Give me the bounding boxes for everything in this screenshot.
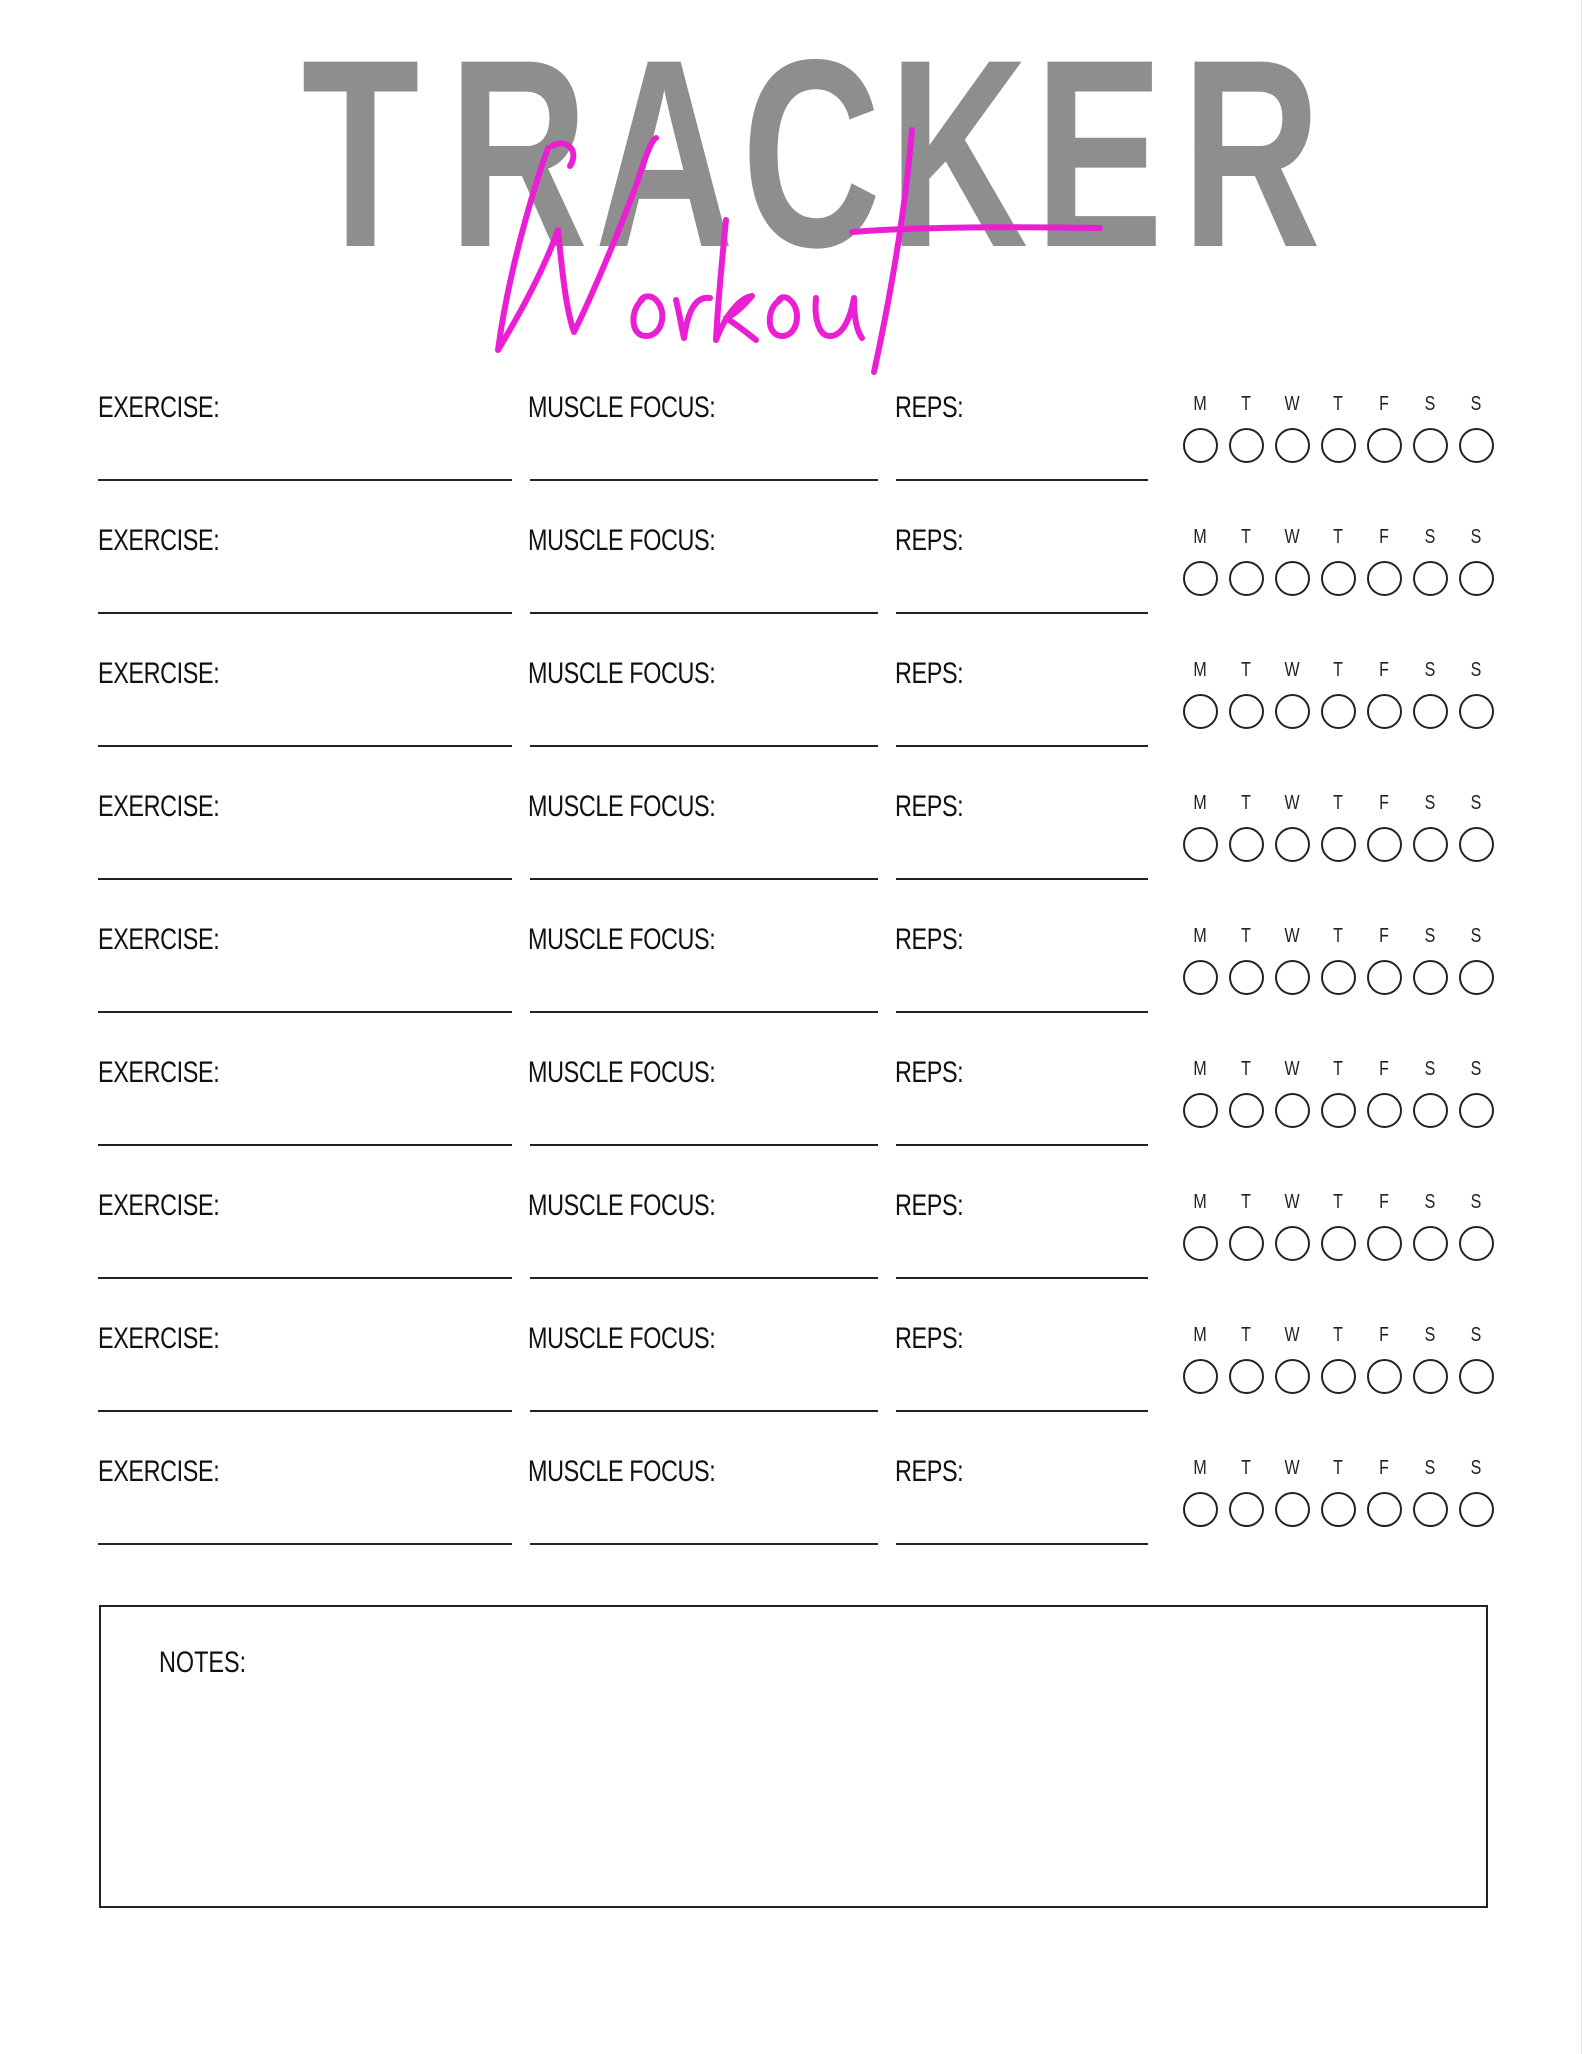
day-label-sunday: S (1470, 393, 1482, 415)
reps-field[interactable] (896, 878, 1148, 880)
day-label-tuesday: T (1241, 1191, 1251, 1213)
title-letter: K (888, 3, 1028, 303)
day-label-wednesday: W (1284, 393, 1300, 415)
day-checkbox-monday[interactable] (1183, 960, 1218, 995)
muscle-focus-field[interactable] (530, 1011, 878, 1013)
day-label-monday: M (1193, 393, 1207, 415)
reps-field[interactable] (896, 1410, 1148, 1412)
day-checkbox-monday[interactable] (1183, 428, 1218, 463)
day-label-tuesday: T (1241, 792, 1251, 814)
page-title (0, 0, 1588, 380)
day-checkbox-thursday[interactable] (1321, 1492, 1356, 1527)
exercise-row (98, 1454, 1498, 1586)
day-label-tuesday: T (1241, 925, 1251, 947)
reps-field[interactable] (896, 1543, 1148, 1545)
day-checkbox-saturday[interactable] (1413, 428, 1448, 463)
day-checklist (1183, 922, 1503, 1002)
day-label-thursday: T (1333, 925, 1343, 947)
day-checkbox-wednesday[interactable] (1275, 1359, 1310, 1394)
reps-field[interactable] (896, 1277, 1148, 1279)
day-label-saturday: S (1424, 792, 1436, 814)
day-checkbox-friday[interactable] (1367, 428, 1402, 463)
day-label-sunday: S (1470, 1324, 1482, 1346)
day-label-sunday: S (1470, 659, 1482, 681)
day-label-thursday: T (1333, 393, 1343, 415)
day-checkbox-monday[interactable] (1183, 827, 1218, 862)
day-checkbox-sunday[interactable] (1459, 960, 1494, 995)
day-checkbox-sunday[interactable] (1459, 561, 1494, 596)
day-label-monday: M (1193, 1191, 1207, 1213)
day-checklist (1183, 390, 1503, 470)
exercise-field[interactable] (98, 1011, 512, 1013)
reps-label: REPS: (895, 1322, 964, 1355)
exercise-row (98, 789, 1498, 921)
title-letter: C (741, 3, 881, 303)
muscle-focus-label: MUSCLE FOCUS: (528, 1056, 716, 1089)
exercise-label: EXERCISE: (98, 1455, 220, 1488)
exercise-field[interactable] (98, 612, 512, 614)
day-checkbox-thursday[interactable] (1321, 1359, 1356, 1394)
day-checkbox-saturday[interactable] (1413, 1093, 1448, 1128)
day-checkbox-saturday[interactable] (1413, 694, 1448, 729)
day-label-friday: F (1379, 1058, 1389, 1080)
day-checkbox-tuesday[interactable] (1229, 1093, 1264, 1128)
day-label-thursday: T (1333, 792, 1343, 814)
day-checkbox-sunday[interactable] (1459, 1359, 1494, 1394)
day-checkbox-tuesday[interactable] (1229, 1359, 1264, 1394)
day-label-wednesday: W (1284, 526, 1300, 548)
day-checklist (1183, 656, 1503, 736)
exercise-label: EXERCISE: (98, 790, 220, 823)
reps-field[interactable] (896, 745, 1148, 747)
exercise-label: EXERCISE: (98, 391, 220, 424)
day-label-friday: F (1379, 792, 1389, 814)
exercise-row (98, 656, 1498, 788)
reps-label: REPS: (895, 790, 964, 823)
exercise-field[interactable] (98, 1543, 512, 1545)
day-label-tuesday: T (1241, 393, 1251, 415)
reps-label: REPS: (895, 1455, 964, 1488)
day-label-thursday: T (1333, 659, 1343, 681)
day-checkbox-sunday[interactable] (1459, 1093, 1494, 1128)
day-label-monday: M (1193, 1058, 1207, 1080)
day-checkbox-friday[interactable] (1367, 1359, 1402, 1394)
day-label-tuesday: T (1241, 526, 1251, 548)
day-checkbox-wednesday[interactable] (1275, 561, 1310, 596)
exercise-label: EXERCISE: (98, 1056, 220, 1089)
muscle-focus-label: MUSCLE FOCUS: (528, 923, 716, 956)
reps-field[interactable] (896, 479, 1148, 481)
muscle-focus-label: MUSCLE FOCUS: (528, 524, 716, 557)
muscle-focus-label: MUSCLE FOCUS: (528, 1189, 716, 1222)
day-label-wednesday: W (1284, 659, 1300, 681)
muscle-focus-field[interactable] (530, 1277, 878, 1279)
title-letter: T (301, 3, 420, 303)
day-checkbox-thursday[interactable] (1321, 428, 1356, 463)
day-label-thursday: T (1333, 526, 1343, 548)
day-label-monday: M (1193, 792, 1207, 814)
day-checkbox-tuesday[interactable] (1229, 960, 1264, 995)
day-label-wednesday: W (1284, 925, 1300, 947)
day-label-tuesday: T (1241, 659, 1251, 681)
muscle-focus-label: MUSCLE FOCUS: (528, 1455, 716, 1488)
day-checkbox-sunday[interactable] (1459, 827, 1494, 862)
day-checkbox-thursday[interactable] (1321, 561, 1356, 596)
day-checkbox-wednesday[interactable] (1275, 1093, 1310, 1128)
day-label-wednesday: W (1284, 1324, 1300, 1346)
day-label-friday: F (1379, 1457, 1389, 1479)
exercise-label: EXERCISE: (98, 657, 220, 690)
day-checkbox-friday[interactable] (1367, 827, 1402, 862)
day-label-monday: M (1193, 925, 1207, 947)
day-checkbox-wednesday[interactable] (1275, 1492, 1310, 1527)
exercise-row (98, 523, 1498, 655)
day-label-saturday: S (1424, 1191, 1436, 1213)
day-label-thursday: T (1333, 1191, 1343, 1213)
day-checkbox-friday[interactable] (1367, 1093, 1402, 1128)
day-checkbox-friday[interactable] (1367, 1492, 1402, 1527)
day-checklist (1183, 1188, 1503, 1268)
muscle-focus-label: MUSCLE FOCUS: (528, 790, 716, 823)
exercise-row (98, 1321, 1498, 1453)
exercise-label: EXERCISE: (98, 1189, 220, 1222)
day-label-wednesday: W (1284, 792, 1300, 814)
reps-label: REPS: (895, 524, 964, 557)
day-checkbox-thursday[interactable] (1321, 1226, 1356, 1261)
title-letter: E (1034, 3, 1164, 303)
day-label-monday: M (1193, 1457, 1207, 1479)
title-workout-script (470, 110, 1150, 380)
day-checkbox-saturday[interactable] (1413, 561, 1448, 596)
muscle-focus-label: MUSCLE FOCUS: (528, 391, 716, 424)
title-letter: R (1181, 3, 1321, 303)
reps-label: REPS: (895, 1056, 964, 1089)
day-label-sunday: S (1470, 792, 1482, 814)
muscle-focus-label: MUSCLE FOCUS: (528, 1322, 716, 1355)
day-label-monday: M (1193, 659, 1207, 681)
reps-field[interactable] (896, 1011, 1148, 1013)
reps-label: REPS: (895, 1189, 964, 1222)
muscle-focus-field[interactable] (530, 1410, 878, 1412)
day-label-tuesday: T (1241, 1058, 1251, 1080)
day-label-saturday: S (1424, 925, 1436, 947)
day-label-friday: F (1379, 659, 1389, 681)
muscle-focus-field[interactable] (530, 878, 878, 880)
exercise-field[interactable] (98, 745, 512, 747)
notes-box[interactable] (99, 1605, 1488, 1908)
muscle-focus-field[interactable] (530, 479, 878, 481)
day-label-friday: F (1379, 1324, 1389, 1346)
day-label-monday: M (1193, 526, 1207, 548)
muscle-focus-field[interactable] (530, 612, 878, 614)
day-label-sunday: S (1470, 925, 1482, 947)
notes-label: NOTES: (159, 1646, 247, 1679)
day-label-saturday: S (1424, 393, 1436, 415)
day-label-thursday: T (1333, 1058, 1343, 1080)
muscle-focus-field[interactable] (530, 1144, 878, 1146)
day-label-sunday: S (1470, 1058, 1482, 1080)
day-checkbox-wednesday[interactable] (1275, 1226, 1310, 1261)
title-letter: R (448, 3, 588, 303)
day-checklist (1183, 789, 1503, 869)
exercise-field[interactable] (98, 878, 512, 880)
day-checkbox-thursday[interactable] (1321, 1093, 1356, 1128)
day-checklist (1183, 1055, 1503, 1135)
day-checkbox-monday[interactable] (1183, 1226, 1218, 1261)
day-label-friday: F (1379, 925, 1389, 947)
day-checkbox-monday[interactable] (1183, 1093, 1218, 1128)
day-checkbox-monday[interactable] (1183, 694, 1218, 729)
day-label-sunday: S (1470, 1191, 1482, 1213)
day-label-friday: F (1379, 1191, 1389, 1213)
day-label-saturday: S (1424, 1324, 1436, 1346)
day-checkbox-tuesday[interactable] (1229, 428, 1264, 463)
day-label-thursday: T (1333, 1457, 1343, 1479)
day-checkbox-sunday[interactable] (1459, 1226, 1494, 1261)
day-label-thursday: T (1333, 1324, 1343, 1346)
day-checkbox-monday[interactable] (1183, 561, 1218, 596)
exercise-field[interactable] (98, 1277, 512, 1279)
day-label-friday: F (1379, 526, 1389, 548)
day-checklist (1183, 1454, 1503, 1534)
day-label-wednesday: W (1284, 1457, 1300, 1479)
day-checkbox-sunday[interactable] (1459, 428, 1494, 463)
day-label-saturday: S (1424, 1457, 1436, 1479)
day-checkbox-wednesday[interactable] (1275, 428, 1310, 463)
day-checkbox-friday[interactable] (1367, 694, 1402, 729)
day-label-monday: M (1193, 1324, 1207, 1346)
day-checkbox-thursday[interactable] (1321, 827, 1356, 862)
exercise-field[interactable] (98, 1144, 512, 1146)
day-label-saturday: S (1424, 1058, 1436, 1080)
day-checkbox-saturday[interactable] (1413, 827, 1448, 862)
exercise-label: EXERCISE: (98, 524, 220, 557)
day-checkbox-tuesday[interactable] (1229, 1492, 1264, 1527)
day-checklist (1183, 523, 1503, 603)
day-checkbox-wednesday[interactable] (1275, 694, 1310, 729)
day-label-tuesday: T (1241, 1324, 1251, 1346)
day-checkbox-tuesday[interactable] (1229, 561, 1264, 596)
day-checkbox-friday[interactable] (1367, 561, 1402, 596)
day-checkbox-sunday[interactable] (1459, 694, 1494, 729)
day-checkbox-saturday[interactable] (1413, 1226, 1448, 1261)
day-label-friday: F (1379, 393, 1389, 415)
title-letter: A (594, 3, 735, 303)
day-checkbox-tuesday[interactable] (1229, 827, 1264, 862)
exercise-row (98, 922, 1498, 1054)
day-checklist (1183, 1321, 1503, 1401)
day-checkbox-friday[interactable] (1367, 960, 1402, 995)
day-checkbox-monday[interactable] (1183, 1359, 1218, 1394)
day-checkbox-saturday[interactable] (1413, 1492, 1448, 1527)
exercise-field[interactable] (98, 479, 512, 481)
day-label-wednesday: W (1284, 1058, 1300, 1080)
reps-label: REPS: (895, 657, 964, 690)
exercise-label: EXERCISE: (98, 1322, 220, 1355)
reps-label: REPS: (895, 391, 964, 424)
day-label-sunday: S (1470, 1457, 1482, 1479)
day-checkbox-monday[interactable] (1183, 1492, 1218, 1527)
day-checkbox-tuesday[interactable] (1229, 1226, 1264, 1261)
day-checkbox-wednesday[interactable] (1275, 960, 1310, 995)
day-checkbox-thursday[interactable] (1321, 960, 1356, 995)
reps-field[interactable] (896, 612, 1148, 614)
muscle-focus-field[interactable] (530, 745, 878, 747)
day-checkbox-saturday[interactable] (1413, 960, 1448, 995)
exercise-row (98, 390, 1498, 522)
day-label-wednesday: W (1284, 1191, 1300, 1213)
day-checkbox-saturday[interactable] (1413, 1359, 1448, 1394)
day-checkbox-sunday[interactable] (1459, 1492, 1494, 1527)
day-checkbox-wednesday[interactable] (1275, 827, 1310, 862)
day-label-tuesday: T (1241, 1457, 1251, 1479)
exercise-row (98, 1188, 1498, 1320)
exercise-row (98, 1055, 1498, 1187)
reps-field[interactable] (896, 1144, 1148, 1146)
muscle-focus-field[interactable] (530, 1543, 878, 1545)
muscle-focus-label: MUSCLE FOCUS: (528, 657, 716, 690)
day-checkbox-friday[interactable] (1367, 1226, 1402, 1261)
day-label-saturday: S (1424, 526, 1436, 548)
day-label-sunday: S (1470, 526, 1482, 548)
exercise-field[interactable] (98, 1410, 512, 1412)
reps-label: REPS: (895, 923, 964, 956)
day-checkbox-tuesday[interactable] (1229, 694, 1264, 729)
day-label-saturday: S (1424, 659, 1436, 681)
day-checkbox-thursday[interactable] (1321, 694, 1356, 729)
exercise-label: EXERCISE: (98, 923, 220, 956)
